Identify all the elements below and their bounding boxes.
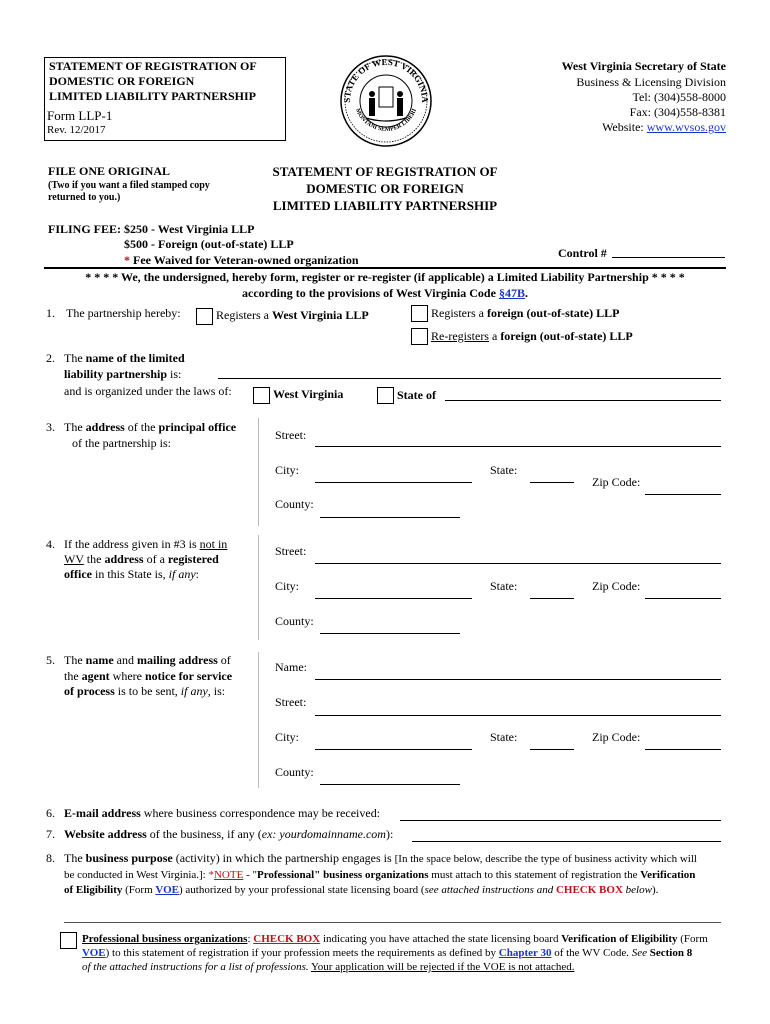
q3-label-line-2: of the partnership is: [72, 436, 171, 450]
checkbox-laws-wv[interactable] [253, 387, 270, 404]
q5-street-field[interactable] [315, 715, 721, 716]
professional-t1: indicating you have attached the state licensing board [320, 933, 562, 945]
professional-i1: See [631, 947, 647, 959]
q4-i1: if any [168, 567, 196, 581]
opt-reregister-foreign-llp [431, 329, 633, 344]
q3-county-field[interactable] [320, 517, 460, 518]
declaration-prefix: according to the provisions of West Virginia Code [242, 286, 499, 300]
q5-label-line-3 [64, 684, 225, 699]
email-field[interactable] [400, 820, 721, 821]
q3-state-field[interactable] [530, 482, 574, 483]
q4-b3: office [64, 567, 92, 581]
q8-s6: ) authorized by your professional state licensing board ( [179, 884, 425, 896]
opt1-prefix: Registers a [216, 308, 272, 322]
llp-name-field[interactable] [218, 378, 721, 379]
q5-i1: if any [180, 684, 208, 698]
q5-label-line-1 [64, 653, 231, 668]
q5-divider [258, 652, 259, 788]
filing-fee-foreign: $500 - Foreign (out-of-state) LLP [124, 237, 294, 251]
agency-fax: Fax: (304)558-8381 [629, 105, 726, 119]
q2-t1: The [64, 351, 86, 365]
q5-city-label: City: [275, 730, 300, 744]
filing-fee-label: FILING FEE [48, 222, 118, 236]
q5-zip-field[interactable] [645, 749, 721, 750]
checkbox-register-foreign-llp[interactable] [411, 305, 428, 322]
q2-b2: liability partnership [64, 367, 168, 381]
declaration-suffix: . [524, 286, 528, 300]
q3-divider [258, 418, 259, 526]
opt-register-wv-llp [216, 308, 369, 323]
q8-t1: The [64, 851, 86, 865]
q7-number: 7. [46, 827, 55, 841]
seal-top-text: STATE OF WEST VIRGINIA [341, 56, 431, 103]
q8-voe-link[interactable]: VOE [155, 884, 179, 896]
professional-colon: : [247, 933, 254, 945]
professional-i2: of the attached instructions for a list of professions. [82, 961, 309, 973]
q6-b1: E-mail address [64, 806, 141, 820]
q5-name-label: Name: [275, 660, 307, 674]
opt2-bold: foreign (out-of-state) LLP [487, 306, 620, 320]
opt-laws-wv: West Virginia [273, 387, 344, 401]
q7-i1: ex: yourdomainname.com [261, 827, 386, 841]
q4-city-field[interactable] [315, 598, 472, 599]
checkbox-laws-state-of[interactable] [377, 387, 394, 404]
q3-state-label: State: [490, 463, 518, 477]
q8-t2: (activity) in which the partnership engages is [172, 851, 395, 865]
main-title [240, 163, 530, 214]
agency-website [602, 120, 726, 135]
q8-b2: Professional" business organizations [256, 868, 429, 881]
chapter-30-link[interactable]: Chapter 30 [498, 947, 552, 959]
q4-city-label: City: [275, 579, 300, 593]
q8-note-word: NOTE [213, 868, 244, 881]
q5-b3: agent [81, 669, 110, 683]
checkbox-register-wv-llp[interactable] [196, 308, 213, 325]
professional-b1: Verification of Eligibility [561, 933, 678, 945]
q4-divider [258, 535, 259, 640]
q8-s4: must attach to this statement of registration the [428, 868, 641, 881]
q4-county-field[interactable] [320, 633, 460, 634]
file-one-original: FILE ONE ORIGINAL [48, 164, 171, 178]
q1-number: 1. [46, 306, 55, 320]
q4-t1: If the address given in #3 is [64, 537, 200, 551]
q4-zip-label: Zip Code: [592, 579, 641, 593]
main-title-line-1: STATEMENT OF REGISTRATION OF [272, 164, 498, 179]
q5-b1: name [85, 653, 114, 667]
q5-street-label: Street: [275, 695, 307, 709]
code-47b-link[interactable]: §47B [498, 286, 525, 300]
agency-name: West Virginia Secretary of State [561, 59, 726, 73]
q3-city-field[interactable] [315, 482, 472, 483]
q3-label-line-1 [64, 420, 236, 435]
form-title-line-1: STATEMENT OF REGISTRATION OF [49, 59, 257, 73]
declaration-line-2 [44, 286, 726, 301]
q5-label-line-2 [64, 669, 232, 684]
q3-county-label: County: [275, 497, 314, 511]
q4-t5: : [195, 567, 199, 581]
form-revision: Rev. 12/2017 [47, 124, 106, 136]
q4-u1: not in [199, 537, 228, 551]
checkbox-reregister-foreign-llp[interactable] [411, 328, 428, 345]
opt2-prefix: Registers a [431, 306, 487, 320]
q8-s2: be conducted in West Virginia.]: [64, 868, 209, 881]
q8-s1: [In the space below, describe the type of business activity which will [394, 853, 697, 865]
q2-t2: is: [167, 367, 182, 381]
q5-zip-label: Zip Code: [592, 730, 641, 744]
q5-city-field[interactable] [315, 749, 472, 750]
state-of-field[interactable] [445, 400, 721, 401]
opt3-bold: foreign (out-of-state) LLP [500, 329, 633, 343]
professional-u1: Your application will be rejected if the VOE is not attached. [310, 961, 575, 973]
q5-t7: , is: [207, 684, 226, 698]
svg-text:STATE OF WEST VIRGINIA [342, 57, 430, 103]
checkbox-professional-voe[interactable] [60, 932, 77, 949]
q5-t4: the [64, 669, 82, 683]
q5-state-field[interactable] [530, 749, 574, 750]
q8-s3: - " [243, 868, 257, 881]
q5-b4: notice for service [145, 669, 233, 683]
q5-t1: The [64, 653, 86, 667]
professional-t4: of the WV Code. [551, 947, 632, 959]
q3-street-field[interactable] [315, 446, 721, 447]
q5-t3: of [217, 653, 231, 667]
professional-t2: (Form [677, 933, 708, 945]
filing-fee-waiver [124, 253, 359, 268]
q8-b4: of Eligibility [64, 884, 123, 896]
q6-label [64, 806, 380, 821]
q4-label-line-1 [64, 537, 227, 552]
q3-number: 3. [46, 420, 55, 434]
q5-county-field[interactable] [320, 784, 460, 785]
q3-b2: principal office [158, 420, 237, 434]
q6-number: 6. [46, 806, 55, 820]
opt1-bold: West Virginia LLP [272, 308, 369, 322]
business-purpose-field[interactable] [64, 922, 721, 923]
form-id: Form LLP-1 [47, 108, 113, 123]
q6-t1: where business correspondence may be received: [140, 806, 381, 820]
q4-label-line-2 [64, 552, 219, 567]
q8-s7: ). [651, 884, 659, 896]
q2-b1: name of the limited [85, 351, 185, 365]
website-link[interactable]: www.wvsos.gov [646, 120, 726, 134]
q7-label [64, 827, 393, 842]
q5-name-field[interactable] [315, 679, 721, 680]
seal-bottom-text: MONTANI SEMPER LIBERI [353, 107, 419, 133]
q1-label: The partnership hereby: [66, 306, 181, 320]
website-field[interactable] [412, 841, 721, 842]
header-divider [44, 267, 726, 269]
q3-zip-label: Zip Code: [592, 475, 641, 489]
q7-t1: of the business, if any ( [146, 827, 262, 841]
professional-check-box: CHECK BOX [253, 933, 321, 945]
q8-check-box: CHECK BOX [555, 884, 623, 896]
main-title-line-2: DOMESTIC OR FOREIGN [306, 181, 464, 196]
q4-label-line-3 [64, 567, 199, 582]
q5-t5: where [109, 669, 145, 683]
opt3-mid: a [488, 329, 501, 343]
q3-t2: of the [124, 420, 159, 434]
agency-division: Business & Licensing Division [576, 75, 726, 89]
form-title-line-2: DOMESTIC OR FOREIGN [49, 74, 195, 88]
q5-county-label: County: [275, 765, 314, 779]
svg-text:MONTANI SEMPER LIBERI [354, 107, 418, 133]
professional-t3: ) to this statement of registration if your profession meets the requirements as defined by [105, 947, 499, 959]
q8-b1: business purpose [85, 851, 173, 865]
q8-number: 8. [46, 851, 55, 865]
laws-label: and is organized under the laws of: [64, 384, 232, 398]
q5-t6: is to be sent, [114, 684, 181, 698]
q8-s5: (Form [122, 884, 156, 896]
q4-state-label: State: [490, 579, 518, 593]
professional-voe-link[interactable]: VOE [82, 947, 106, 959]
opt3-prefix: Re-registers [431, 329, 489, 343]
q4-county-label: County: [275, 614, 314, 628]
q4-state-field[interactable] [530, 598, 574, 599]
declaration-line-1: * * * * We, the undersigned, hereby form, register or re-register (if applicable) a Limited Liability Partnership * * * * [85, 270, 685, 284]
opt-register-foreign-llp [431, 306, 619, 321]
control-number-field[interactable] [612, 257, 725, 258]
main-title-line-3: LIMITED LIABILITY PARTNERSHIP [272, 198, 498, 213]
q3-b1: address [85, 420, 125, 434]
q3-t1: The [64, 420, 86, 434]
waiver-star: * [124, 253, 130, 267]
opt-laws-state-of: State of [397, 388, 436, 402]
q8-i2: below [622, 884, 652, 896]
q5-b2: mailing address [136, 653, 218, 667]
q5-t2: and [113, 653, 137, 667]
q4-t3: of a [143, 552, 168, 566]
file-stamped-note: (Two if you want a filed stamped copy returned to you.) [48, 180, 210, 203]
q5-number: 5. [46, 653, 55, 667]
q3-city-label: City: [275, 463, 300, 477]
form-title-line-3: LIMITED LIABILITY PARTNERSHIP [49, 89, 256, 103]
q5-state-label: State: [490, 730, 518, 744]
q4-t2: the [83, 552, 105, 566]
q8-i1: see attached instructions and [424, 884, 556, 896]
q8-b3: Verification [640, 868, 696, 881]
q5-b5: of process [64, 684, 115, 698]
control-label: Control # [558, 246, 607, 260]
professional-text [82, 932, 732, 974]
q7-b1: Website address [64, 827, 147, 841]
q2-label-line-1 [64, 351, 185, 366]
professional-b2: Section 8 [646, 947, 693, 959]
q8-note-star: * [208, 868, 214, 881]
q2-number: 2. [46, 351, 55, 365]
waiver-text: Fee Waived for Veteran-owned organization [130, 253, 359, 267]
q4-street-field[interactable] [315, 563, 721, 564]
q8-text [64, 851, 726, 899]
filing-fee-wv: : $250 - West Virginia LLP [117, 222, 255, 236]
q3-zip-field[interactable] [645, 494, 721, 495]
q4-street-label: Street: [275, 544, 307, 558]
professional-label: Professional business organizations [82, 933, 248, 945]
filing-fee-line-1 [48, 222, 254, 237]
agency-tel: Tel: (304)558-8000 [632, 90, 726, 104]
q7-t2: ): [385, 827, 394, 841]
q3-street-label: Street: [275, 428, 307, 442]
q4-number: 4. [46, 537, 55, 551]
q4-b2: registered [167, 552, 219, 566]
website-label: Website: [602, 120, 647, 134]
state-seal-icon [336, 54, 436, 148]
q4-b1: address [104, 552, 144, 566]
q4-u2: WV [64, 552, 84, 566]
q4-zip-field[interactable] [645, 598, 721, 599]
q4-t4: in this State is, [91, 567, 169, 581]
q2-label-line-2 [64, 367, 181, 382]
